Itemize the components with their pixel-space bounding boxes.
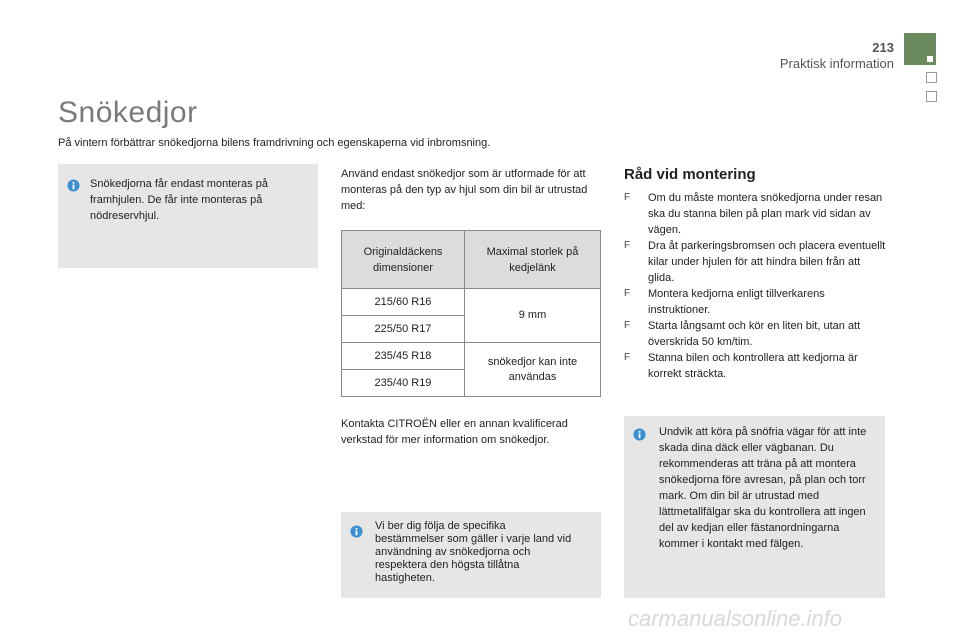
table-cell: 9 mm xyxy=(465,289,601,343)
info-icon xyxy=(67,179,80,192)
list-item: F Om du måste montera snökedjorna under resan ska du stanna bilen på plan mark vid sidan av vägen. xyxy=(624,192,883,236)
info-box-right xyxy=(624,416,885,598)
info-box-middle xyxy=(341,512,601,598)
bullet-icon: F xyxy=(624,192,631,203)
bullet-icon: F xyxy=(624,320,631,331)
table-cell: snökedjor kan inte användas xyxy=(465,343,601,397)
info-box-left xyxy=(58,164,318,268)
table-row xyxy=(342,343,601,370)
table-cell: 235/45 R18 xyxy=(342,343,465,370)
info-text-middle: Vi ber dig följa de specifika bestämmelser som gäller i varje land vid användning av snökedjorna och respektera den högsta tillåtna hastigheten. xyxy=(375,520,572,584)
page-title: Snökedjor xyxy=(58,96,198,129)
info-icon xyxy=(633,428,646,441)
tab-box-2 xyxy=(926,91,937,102)
watermark: carmanualsonline.info xyxy=(628,606,843,631)
table-row xyxy=(342,289,601,316)
bullet-icon: F xyxy=(624,352,631,363)
table-cell: 215/60 R16 xyxy=(342,289,465,316)
list-item: F Stanna bilen och kontrollera att kedjorna är korrekt sträckta. xyxy=(624,352,858,380)
list-item: F Starta långsamt och kör en liten bit, utan att överskrida 50 km/tim. xyxy=(624,320,861,348)
advice-heading: Råd vid montering xyxy=(624,166,756,183)
section-tab xyxy=(904,33,936,65)
info-text-left: Snökedjorna får endast monteras på framhjulen. De får inte monteras på nödreservhjul. xyxy=(90,178,268,222)
page-number: 213 xyxy=(872,40,894,55)
section-tab-dot xyxy=(927,56,933,62)
tab-box-1 xyxy=(926,72,937,83)
section-name: Praktisk information xyxy=(779,56,894,71)
table-header: Maximal storlek på kedjelänk xyxy=(465,231,601,289)
advice-list xyxy=(624,190,886,382)
list-item: F Dra åt parkeringsbromsen och placera eventuellt kilar under hjulen för att hindra bilen från att glida. xyxy=(624,240,886,284)
bullet-icon: F xyxy=(624,240,631,251)
table-header-row xyxy=(342,231,601,289)
table-cell: 225/50 R17 xyxy=(342,316,465,343)
info-text-right: Undvik att köra på snöfria vägar för att inte skada dina däck eller vägbanan. Du rekommenderas att träna på att montera snökedjorna före avresan, på plan och torr mark. Om din bil är utrustad med lättmetallfälgar ska du kontrollera att ingen del av kedjan eller fästanordningarna kommer i kontakt med fälgen. xyxy=(659,426,867,550)
chain-size-table xyxy=(341,230,601,397)
intro-text: På vintern förbättrar snökedjorna bilens framdrivning och egenskaperna vid inbromsning. xyxy=(58,137,491,149)
contact-text: Kontakta CITROËN eller en annan kvalificerad verkstad för mer information om snökedjor. xyxy=(341,418,568,446)
table-cell: 235/40 R19 xyxy=(342,370,465,397)
info-icon xyxy=(350,525,363,538)
list-item: F Montera kedjorna enligt tillverkarens instruktioner. xyxy=(624,288,825,316)
middle-intro: Använd endast snökedjor som är utformade för att monteras på den typ av hjul som din bil är utrustad med: xyxy=(341,168,588,212)
table-header: Originaldäckens dimensioner xyxy=(342,231,465,289)
bullet-icon: F xyxy=(624,288,631,299)
